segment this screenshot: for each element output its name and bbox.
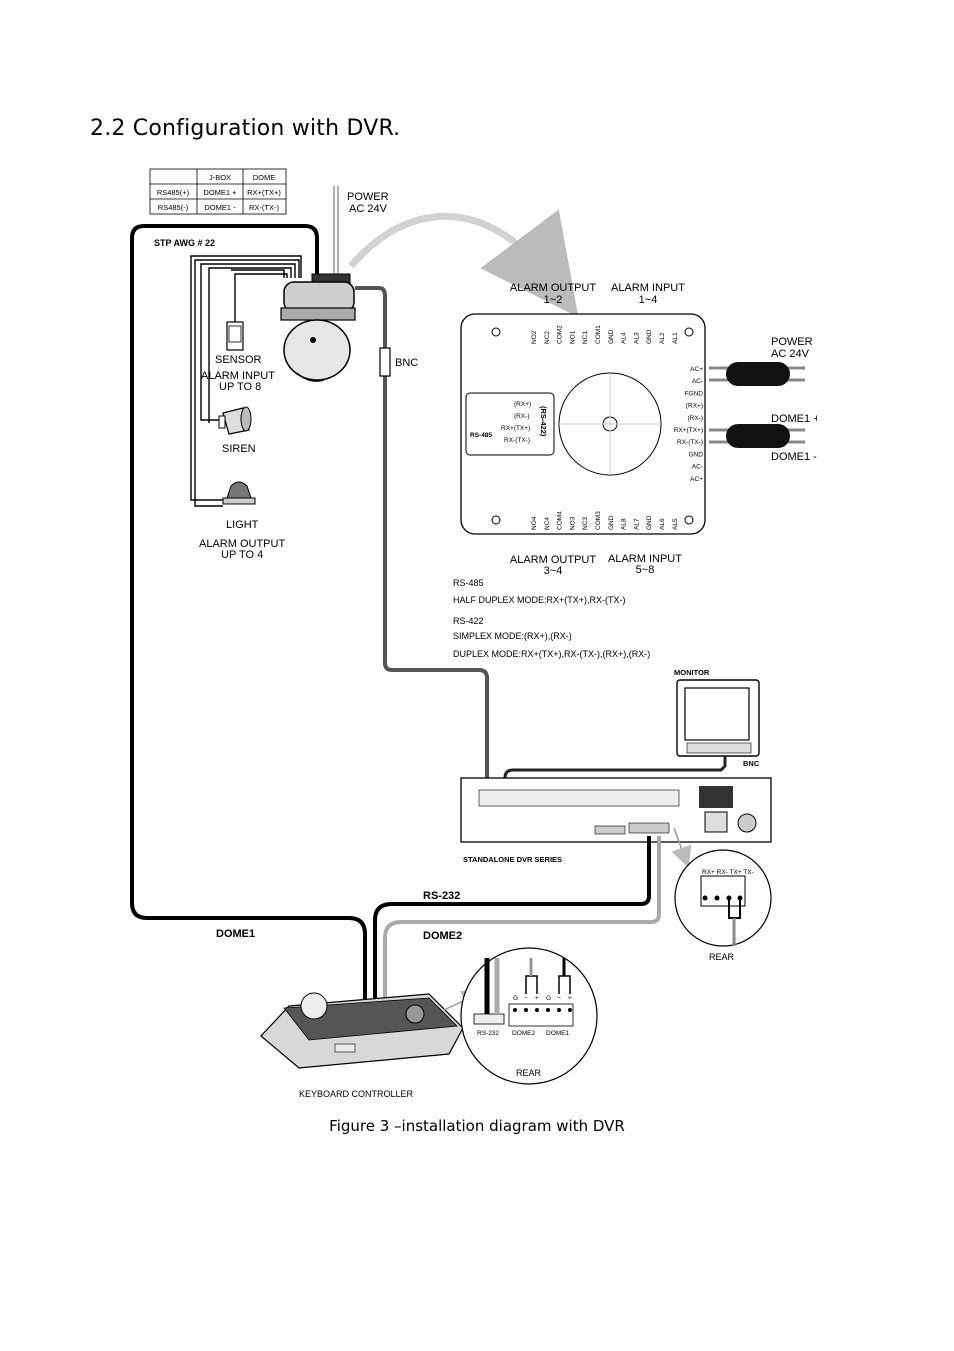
dvr-unit-icon xyxy=(461,778,771,842)
table-cell: RX-(TX-) xyxy=(249,203,279,212)
note-rs422-duplex: DUPLEX MODE:RX+(TX+),RX-(TX-),(RX+),(RX-) xyxy=(453,649,651,659)
kb-dome2-label: DOME2 xyxy=(512,1030,536,1037)
terminal-label: GND xyxy=(607,515,615,530)
terminal-label: NO4 xyxy=(531,516,538,530)
table-cell: DOME1 - xyxy=(204,203,236,212)
dome1-minus-label: DOME1 - xyxy=(771,451,817,463)
power-right-voltage: AC 24V xyxy=(771,348,809,360)
terminal-label: AC+ xyxy=(690,475,703,483)
terminal-label: GND xyxy=(646,515,654,530)
terminal-label: GND xyxy=(688,451,703,459)
table-header-dome: DOME xyxy=(252,173,276,182)
kb-dome1-label: DOME1 xyxy=(546,1030,570,1037)
terminal-label: NC3 xyxy=(582,516,590,530)
inner-terminal: (RX+) xyxy=(514,401,532,408)
table-cell: RS485(-) xyxy=(157,203,189,212)
dome2-label: DOME2 xyxy=(423,930,463,942)
note-rs422: RS-422 xyxy=(453,616,484,626)
rs232-label: RS-232 xyxy=(423,890,461,902)
table-cell: DOME1 + xyxy=(203,188,237,197)
terminal-label: AL5 xyxy=(671,518,679,530)
bnc-dome-label: BNC xyxy=(395,357,419,369)
terminal-label: COM1 xyxy=(595,325,602,344)
stp-label: STP AWG # 22 xyxy=(154,238,216,248)
alarm-input-up-label: ALARM INPUT xyxy=(201,370,275,382)
kb-rs232-label: RS-232 xyxy=(477,1030,500,1037)
sensor-label: SENSOR xyxy=(215,354,262,366)
alarm-output-12-range: 1~2 xyxy=(543,294,563,306)
terminal-label: NC2 xyxy=(543,330,551,344)
terminal-label: (RX-) xyxy=(687,414,703,422)
dome1-label: DOME1 xyxy=(216,928,256,940)
rear-label-dvr: REAR xyxy=(709,952,735,962)
inner-terminal: RX+(TX+) xyxy=(501,425,531,432)
table-cell: RS485(+) xyxy=(156,188,190,197)
alarm-output-34-range: 3~4 xyxy=(543,565,563,577)
alarm-output-up-count: UP TO 4 xyxy=(221,549,264,561)
rs485-inner-label: RS-485 xyxy=(470,432,493,439)
note-rs422-simplex: SIMPLEX MODE:(RX+),(RX-) xyxy=(453,631,572,641)
kb-pin: − xyxy=(557,995,561,1002)
kb-pin: G xyxy=(513,995,519,1002)
terminal-label: RX+(TX+) xyxy=(673,427,703,434)
terminal-label: NC1 xyxy=(582,330,590,344)
rear-label-keyboard: REAR xyxy=(516,1068,542,1078)
dvr-rear-zoom xyxy=(675,850,771,946)
alarm-input-58-label: ALARM INPUT xyxy=(608,553,682,565)
terminal-label: AL6 xyxy=(659,518,666,530)
terminal-label: AC+ xyxy=(690,366,703,373)
inner-terminal: RX-(TX-) xyxy=(504,437,530,444)
sensor-icon xyxy=(227,322,243,350)
alarm-input-58-range: 5~8 xyxy=(635,564,655,576)
note-rs485: RS-485 xyxy=(453,578,484,588)
alarm-output-34-label: ALARM OUTPUT xyxy=(509,554,597,566)
figure-caption: Figure 3 –installation diagram with DVR xyxy=(329,1117,625,1135)
terminal-label: AL4 xyxy=(620,332,628,344)
monitor-icon xyxy=(677,680,759,756)
terminal-label: COM2 xyxy=(556,325,564,344)
terminal-label: COM4 xyxy=(556,511,564,530)
alarm-output-up-label: ALARM OUTPUT xyxy=(199,538,286,550)
terminal-label: (RX+) xyxy=(685,402,703,410)
table-header-jbox: J-BOX xyxy=(208,173,232,182)
power-top-voltage: AC 24V xyxy=(349,203,387,215)
rs422-label: (RS-422) xyxy=(539,406,548,437)
dome1-plus-label: DOME1 + xyxy=(771,413,817,425)
alarm-input-14-range: 1~4 xyxy=(638,294,658,306)
terminal-label: AL1 xyxy=(671,332,679,344)
terminal-label: RX-(TX-) xyxy=(677,439,703,447)
inner-terminal: (RX-) xyxy=(514,413,530,420)
power-top-label: POWER xyxy=(347,191,389,203)
kb-pin: − xyxy=(524,995,528,1002)
kb-pin: + xyxy=(535,995,539,1002)
wiring-table xyxy=(150,169,286,214)
table-cell: RX+(TX+) xyxy=(247,188,281,197)
terminal-label: NO2 xyxy=(531,330,538,344)
note-rs485-mode: HALF DUPLEX MODE:RX+(TX+),RX-(TX-) xyxy=(453,595,626,605)
siren-label: SIREN xyxy=(222,443,256,455)
terminal-label: AL3 xyxy=(633,332,641,344)
alarm-input-14-label: ALARM INPUT xyxy=(611,282,685,294)
dvr-label: STANDALONE DVR SERIES xyxy=(463,855,563,864)
terminal-label: FGND xyxy=(684,390,703,398)
terminal-label: AL2 xyxy=(659,332,666,344)
keyboard-rear-zoom xyxy=(461,948,597,1084)
terminal-label: AL8 xyxy=(620,518,628,530)
keyboard-label: KEYBOARD CONTROLLER xyxy=(299,1089,414,1099)
installation-diagram xyxy=(129,168,817,1099)
dvr-rear-pins: RX+ RX- TX+ TX- xyxy=(702,869,754,876)
alarm-output-12-label: ALARM OUTPUT xyxy=(509,282,597,294)
bnc-monitor-label: BNC xyxy=(743,759,760,768)
alarm-input-up-count: UP TO 8 xyxy=(219,381,262,393)
kb-pin: G xyxy=(546,995,552,1002)
power-right-label: POWER xyxy=(771,336,813,348)
terminal-label: AL7 xyxy=(633,518,641,530)
terminal-label: AC- xyxy=(691,463,703,471)
terminal-label: NO1 xyxy=(569,330,577,344)
section-title: 2.2 Configuration with DVR. xyxy=(90,116,401,141)
bnc-connector-icon xyxy=(380,348,390,376)
junction-board xyxy=(461,314,705,534)
terminal-label: GND xyxy=(646,329,654,344)
monitor-label: MONITOR xyxy=(674,668,710,677)
light-label: LIGHT xyxy=(226,519,259,531)
terminal-label: AC- xyxy=(691,378,703,386)
terminal-label: NC4 xyxy=(543,516,551,530)
kb-pin: + xyxy=(568,995,572,1002)
terminal-label: NO3 xyxy=(569,516,577,530)
terminal-label: COM3 xyxy=(595,511,602,530)
terminal-label: GND xyxy=(607,329,615,344)
